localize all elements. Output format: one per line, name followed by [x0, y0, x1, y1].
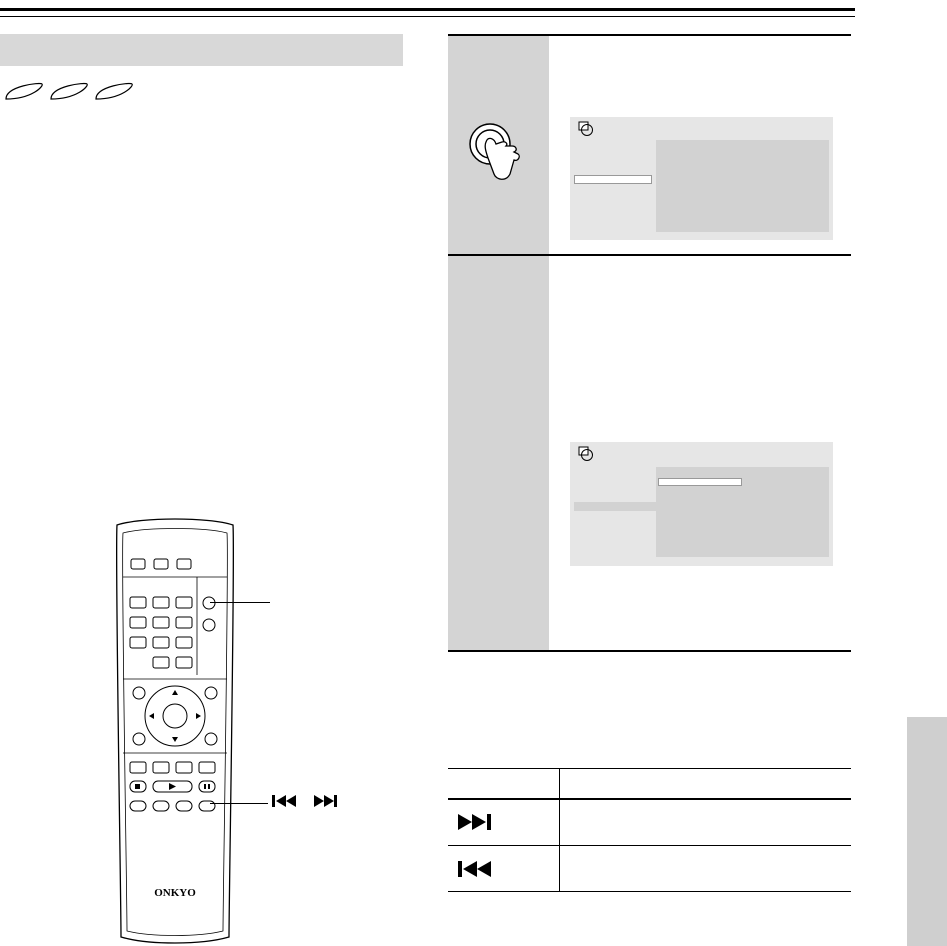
menu-screen-1 [570, 117, 833, 240]
menu-screen-2-highlight [658, 478, 742, 486]
skip-previous-icon [456, 859, 494, 879]
remote-control-icon [111, 517, 239, 946]
hand-press-icon [466, 122, 536, 184]
menu-screen-1-panel [656, 140, 829, 232]
remote-brand-logo: ONKYO [154, 887, 196, 899]
step2-bottom-rule [448, 650, 851, 652]
skip-buttons-label [270, 792, 340, 812]
menu-screen-icon [578, 446, 594, 462]
table-row-rule [448, 845, 851, 846]
header-rule-thin [0, 16, 855, 17]
disc-icon [96, 84, 132, 99]
menu-screen-2 [570, 442, 833, 566]
callout-line-skip [210, 803, 268, 804]
callout-line-menu [210, 602, 270, 603]
table-bottom-rule [448, 891, 851, 892]
step2-number-column [448, 256, 549, 650]
table-top-rule [448, 768, 851, 769]
side-index-tab [907, 717, 947, 946]
menu-screen-2-left-item [574, 502, 656, 511]
menu-screen-1-highlight [574, 175, 652, 184]
disc-icon [6, 84, 42, 99]
skip-next-icon [456, 812, 494, 832]
disc-type-icons [2, 80, 137, 102]
table-column-divider [559, 768, 560, 892]
menu-screen-icon [578, 121, 594, 137]
disc-icon [51, 84, 87, 99]
header-rule-thick [0, 8, 855, 11]
section-heading-bar [0, 34, 403, 66]
table-header-rule [448, 798, 851, 800]
